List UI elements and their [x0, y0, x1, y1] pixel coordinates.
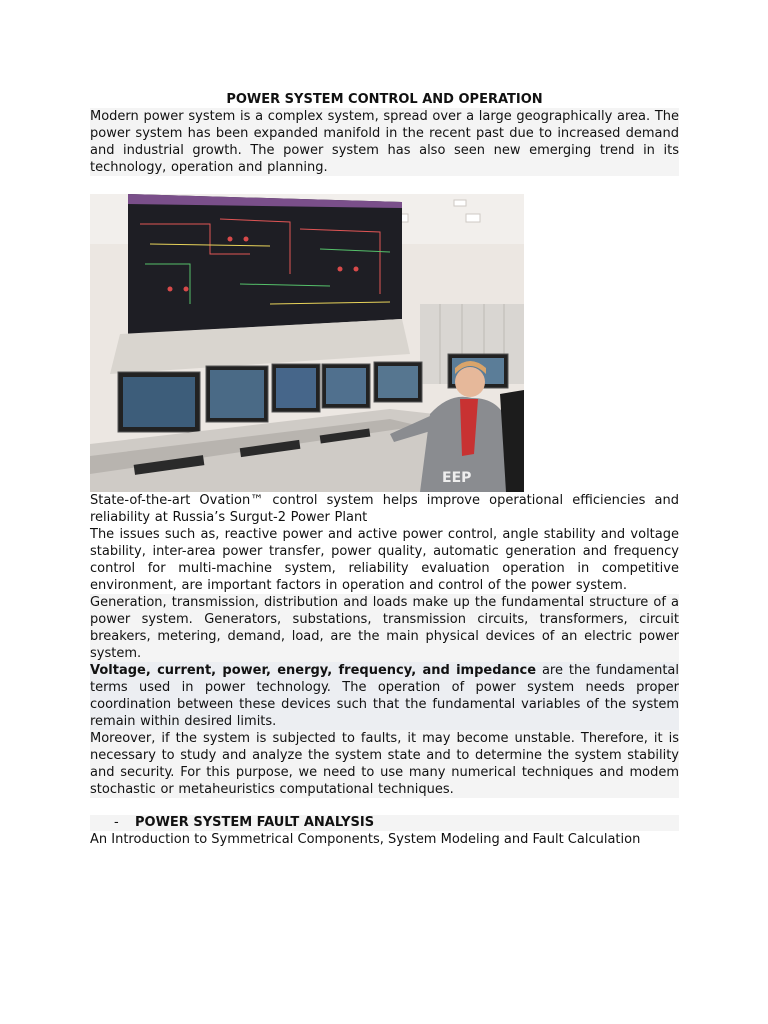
terms-paragraph [90, 662, 679, 730]
watermark: EEP [442, 470, 472, 486]
page-title: POWER SYSTEM CONTROL AND OPERATION [226, 92, 543, 107]
terms-bold-lead: Voltage, current, power, energy, frequency, and impedance [90, 663, 537, 678]
bullet-dash: - [114, 815, 119, 830]
faults-paragraph: Moreover, if the system is subjected to faults, it may become unstable. Therefore, it is necessary to study and analyze the system state and to determine the system stability and security. For this purpose, we need to use many numerical techniques and modem stochastic or metaheuristics computational techniques. [90, 731, 679, 797]
structure-paragraph: Generation, transmission, distribution and loads make up the fundamental structure of a power system. Generators, substations, transmission circuits, transformers, circuit breakers, metering, demand, load, are the main physical devices of an electric power system. [90, 595, 679, 661]
issues-paragraph: The issues such as, reactive power and active power control, angle stability and voltage stability, inter-area power transfer, power quality, automatic generation and frequency control for multi-machine system, reliability evaluation operation in competitive environment, are important factors in operation and control of the power system. [90, 527, 679, 593]
section-heading-text: POWER SYSTEM FAULT ANALYSIS [135, 815, 375, 830]
control-room-photo [90, 194, 524, 492]
section-subtitle: An Introduction to Symmetrical Components, System Modeling and Fault Calculation [90, 832, 641, 847]
terms-rest: are the fundamental terms used in power technology. The operation of power system needs proper coordination between these devices such that the fundamental variables of the system remain within desired limits. [90, 663, 679, 729]
document-page [90, 92, 679, 848]
photo-caption: State-of-the-art Ovation™ control system helps improve operational efficiencies and reliability at Russia’s Surgut-2 Power Plant [90, 493, 679, 525]
intro-paragraph: Modern power system is a complex system, spread over a large geographically area. The power system has been expanded manifold in the recent past due to increased demand and industrial growth. The power system has also seen new emerging trend in its technology, operation and planning. [90, 109, 679, 175]
section-heading [90, 815, 679, 831]
